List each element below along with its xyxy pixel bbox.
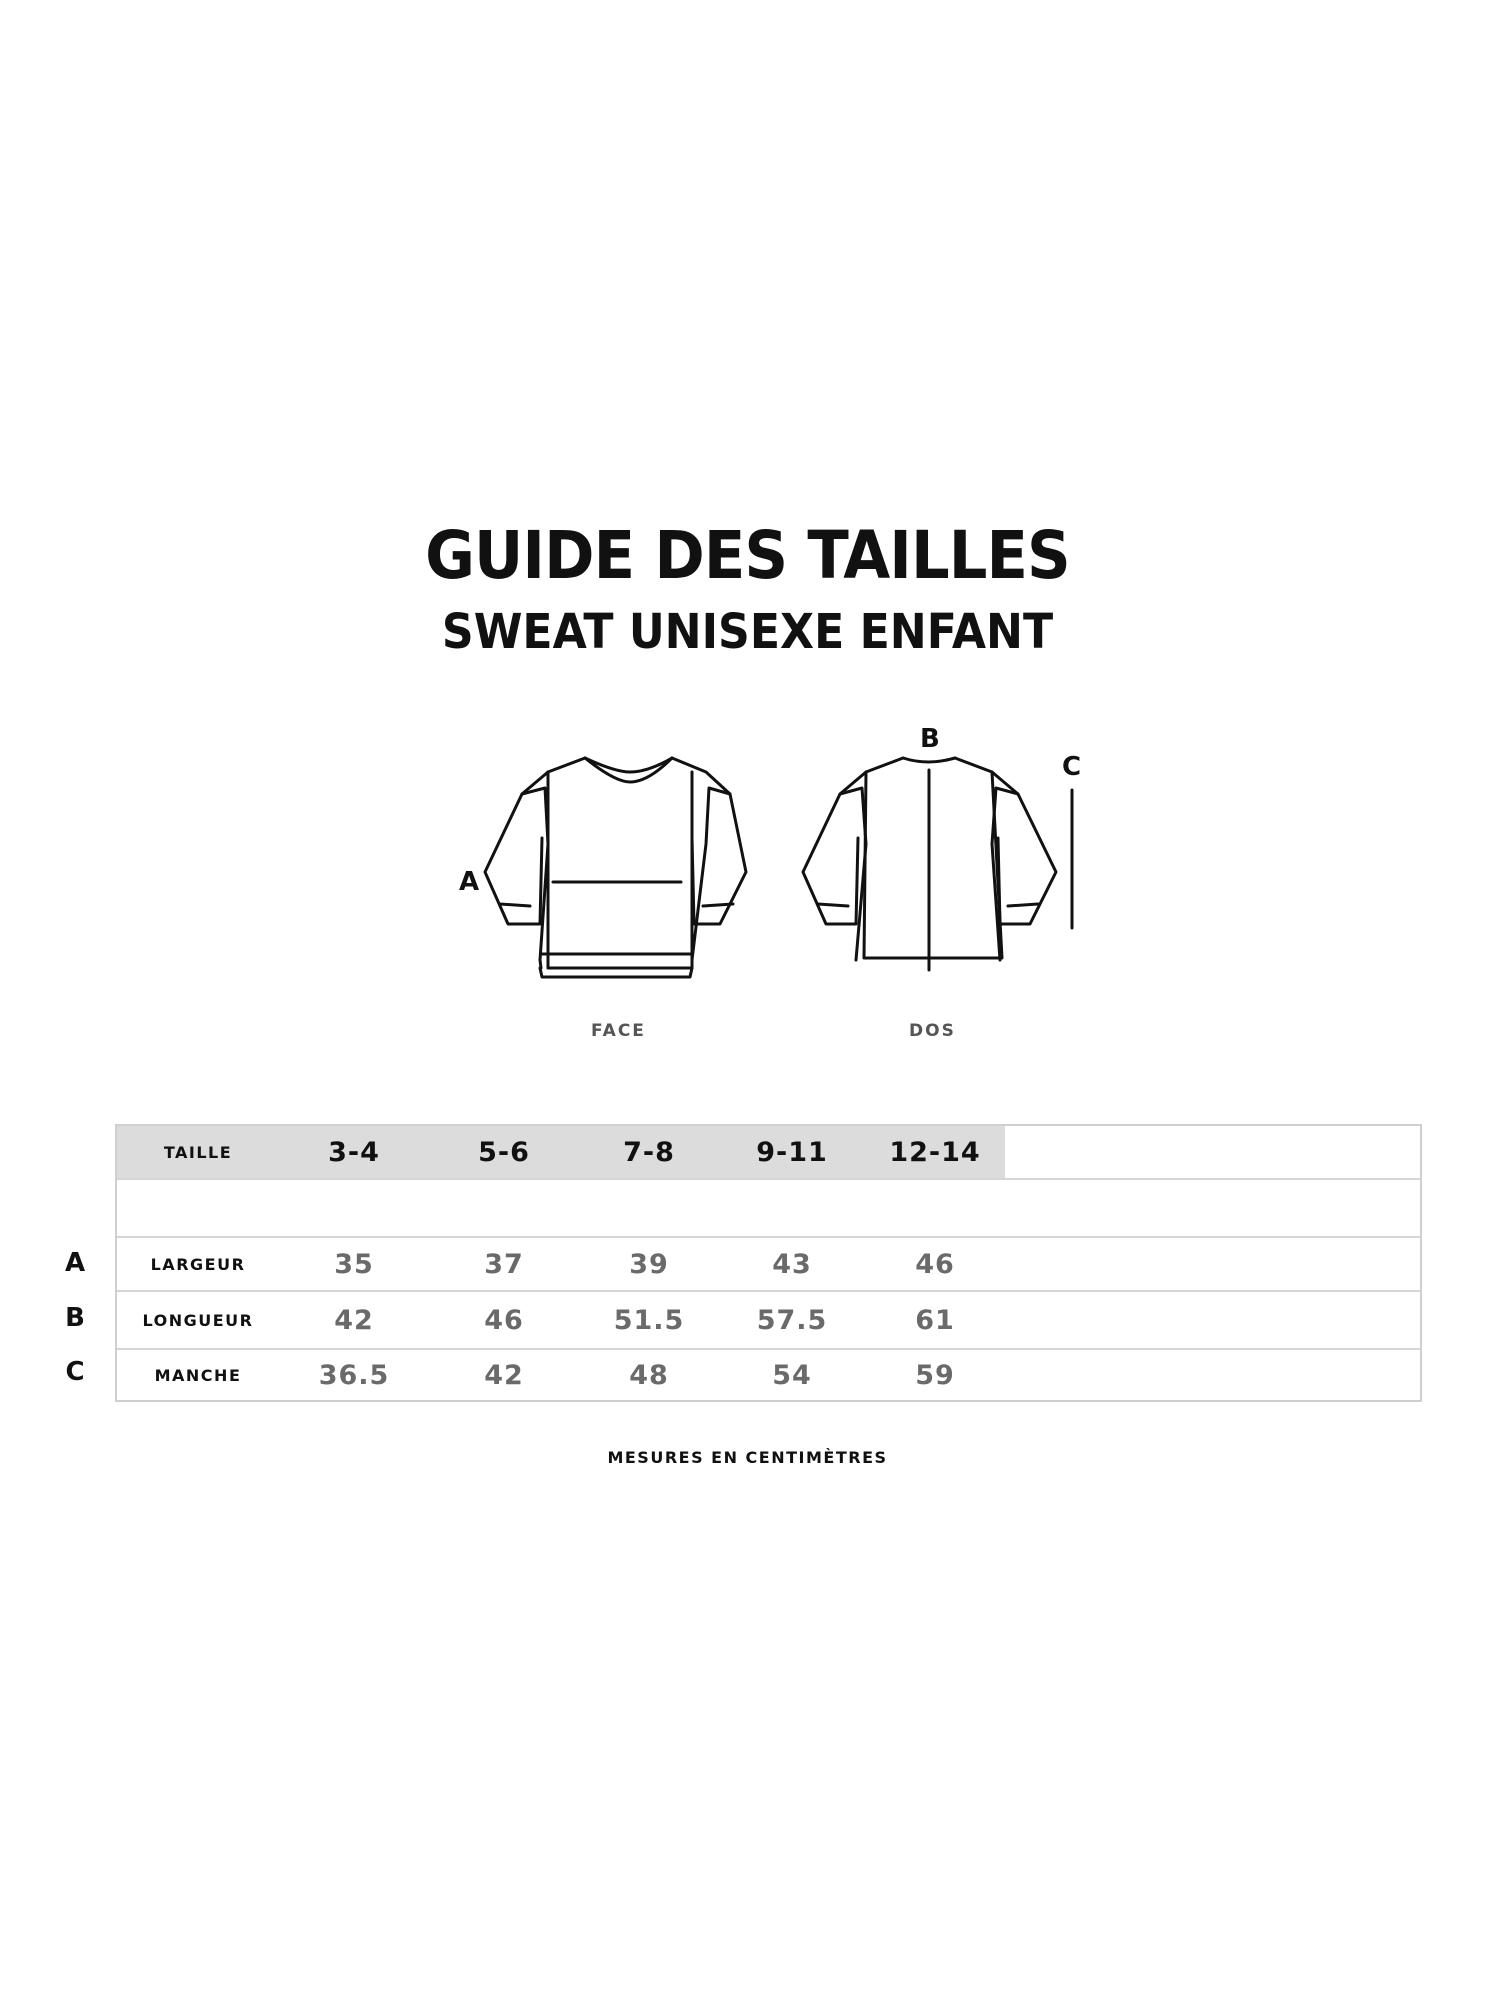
table-cell: 48 — [629, 1359, 669, 1391]
row-label: MANCHE — [154, 1365, 242, 1385]
row-label: LARGEUR — [150, 1254, 246, 1274]
table-cell: 36.5 — [318, 1359, 390, 1391]
table-cell: 51.5 — [613, 1304, 685, 1336]
garment-diagram — [0, 700, 1495, 1000]
table-cell: 39 — [629, 1248, 669, 1280]
table-cell: 59 — [915, 1359, 955, 1391]
table-cell: 57.5 — [756, 1304, 828, 1336]
sweatshirt-back-drawing — [803, 758, 1072, 970]
table-row — [117, 1350, 1420, 1400]
table-cell: 46 — [915, 1248, 955, 1280]
table-spacer-row — [117, 1180, 1420, 1238]
table-cell: 46 — [484, 1304, 524, 1336]
table-cell: 37 — [484, 1248, 524, 1280]
page-subtitle: SWEAT UNISEXE ENFANT — [441, 604, 1054, 660]
header-cell-size: 12-14 — [865, 1126, 1005, 1178]
dimension-label-b: B — [920, 724, 940, 754]
sweatshirt-front-drawing — [485, 757, 746, 977]
table-cell: 43 — [772, 1248, 812, 1280]
dimension-label-a: A — [459, 867, 480, 897]
header-cell-size: 5-6 — [429, 1126, 579, 1178]
row-letter-c: C — [65, 1357, 85, 1387]
units-footnote: MESURES EN CENTIMÈTRES — [607, 1448, 888, 1467]
back-view-label: DOS — [909, 1021, 956, 1041]
header-cell-label: TAILLE — [117, 1126, 279, 1178]
header-cell-size: 3-4 — [279, 1126, 429, 1178]
header-cell-size: 9-11 — [719, 1126, 865, 1178]
table-header-row — [117, 1126, 1420, 1180]
table-row — [117, 1238, 1420, 1292]
table-cell: 42 — [334, 1304, 374, 1336]
front-view-label: FACE — [591, 1021, 646, 1041]
size-table — [115, 1124, 1422, 1402]
row-letter-a: A — [64, 1248, 86, 1278]
table-cell: 35 — [334, 1248, 374, 1280]
header-cell-size: 7-8 — [579, 1126, 719, 1178]
table-cell: 42 — [484, 1359, 524, 1391]
row-label: LONGUEUR — [142, 1310, 254, 1330]
table-cell: 61 — [915, 1304, 955, 1336]
dimension-label-c: C — [1062, 752, 1082, 782]
table-cell: 54 — [772, 1359, 812, 1391]
row-letter-b: B — [65, 1303, 85, 1333]
table-row — [117, 1292, 1420, 1350]
page-title: GUIDE DES TAILLES — [425, 517, 1070, 594]
